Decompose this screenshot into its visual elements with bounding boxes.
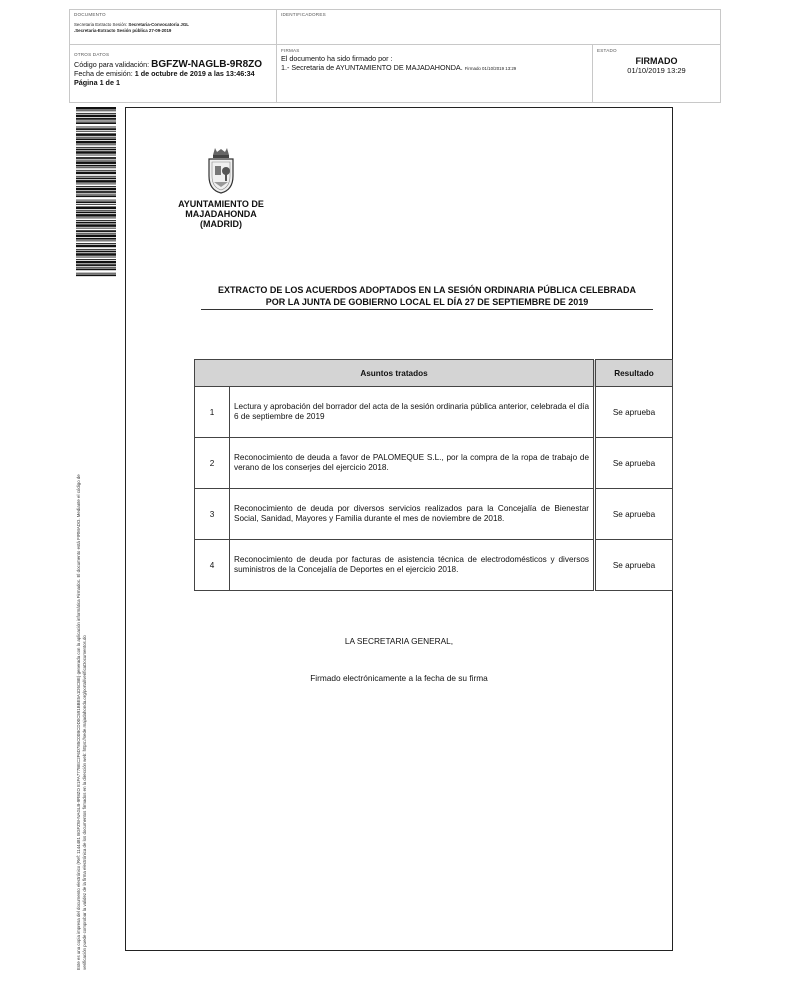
side-text-line1: Este es una copia impresa del documento electrónico (Ref: 1144481 BGFZW-NAGLB-9R8ZO E1FA777BEC2F6D785C00BCDD0C591BBE5A1D5CBE) generada con la aplicación informática Firmadoc. El documento está FIRMADO. Mediante el código de	[76, 474, 81, 970]
document-page	[125, 107, 673, 951]
identificadores-label: IDENTIFICADORES	[281, 12, 326, 17]
org-name: AYUNTAMIENTO DE MAJADAHONDA (MADRID)	[178, 199, 264, 229]
header-asuntos: Asuntos tratados	[195, 360, 595, 387]
table-row	[195, 438, 673, 489]
row-result: Se aprueba	[595, 438, 673, 489]
firmado-electronicamente: Firmado electrónicamente a la fecha de su firma	[310, 673, 488, 683]
estado-value: FIRMADO	[635, 56, 678, 66]
table-row	[195, 540, 673, 591]
header-resultado: Resultado	[595, 360, 673, 387]
row-result: Se aprueba	[595, 387, 673, 438]
coat-of-arms-icon	[206, 146, 236, 194]
row-number: 2	[195, 438, 230, 489]
table-row	[195, 387, 673, 438]
codigo-validacion: Código para validación: BGFZW-NAGLB-9R8ZO	[74, 59, 263, 70]
estado-fecha: 01/10/2019 13:29	[627, 66, 686, 75]
firmante-line: 1.- Secretaria de AYUNTAMIENTO DE MAJADAHONDA. Firmado 01/10/2019 13:29	[281, 63, 517, 72]
row-number: 3	[195, 489, 230, 540]
verification-side-text	[76, 300, 108, 970]
table-row	[195, 489, 673, 540]
fecha-emision: Fecha de emisión: 1 de octubre de 2019 a las 13:46:34	[74, 69, 255, 78]
row-number: 4	[195, 540, 230, 591]
secretaria-general: LA SECRETARIA GENERAL,	[344, 636, 454, 646]
documento-line2: .Secretaria-Extracto Sesión pública 27-09-2019	[74, 28, 172, 33]
row-description: Reconocimiento de deuda por facturas de asistencia técnica de electrodomésticos y diversos suministros de la Concejalía de Deportes en el ejercicio 2018.	[230, 540, 595, 591]
otros-label: OTROS DATOS	[74, 52, 110, 57]
otros-datos-cell	[70, 45, 277, 102]
agreements-table	[194, 359, 673, 591]
documento-cell	[70, 10, 277, 45]
firmado-por: El documento ha sido firmado por :	[281, 54, 393, 63]
codigo-value[interactable]: BGFZW-NAGLB-9R8ZO	[151, 59, 263, 70]
estado-cell	[593, 45, 720, 102]
identificadores-cell	[277, 10, 720, 45]
documento-label: DOCUMENTO	[74, 12, 106, 17]
signature-header	[69, 9, 721, 103]
row-description: Lectura y aprobación del borrador del acta de la sesión ordinaria pública anterior, celebrada el día 6 de septiembre de 2019	[230, 387, 595, 438]
row-description: Reconocimiento de deuda a favor de PALOMEQUE S.L., por la compra de la ropa de trabajo de verano de los conserjes del ejercicio 2018.	[230, 438, 595, 489]
row-description: Reconocimiento de deuda por diversos servicios realizados para la Concejalía de Bienestar Social, Sanidad, Mayores y Familia durante el mes de noviembre de 2018.	[230, 489, 595, 540]
barcode-icon	[76, 107, 116, 277]
firmas-label: FIRMAS	[281, 48, 300, 53]
estado-label: ESTADO	[597, 48, 617, 53]
side-text-line2: verificación puede comprobar la validez de la firma electrónica de los documentos firmados en la dirección web: https://sede.majadahonda.org/portal/verificaDocumentos.do	[82, 635, 87, 970]
row-number: 1	[195, 387, 230, 438]
documento-line1: Secretaria Extracto Sesión: Secretaria-Convocatoria JGL	[74, 22, 189, 27]
firmas-cell	[277, 45, 593, 102]
page-title: EXTRACTO DE LOS ACUERDOS ADOPTADOS EN LA SESIÓN ORDINARIA PÚBLICA CELEBRADA POR LA JUNTA DE GOBIERNO LOCAL EL DÍA 27 DE SEPTIEMBRE DE 2019	[201, 284, 653, 310]
row-result: Se aprueba	[595, 489, 673, 540]
row-result: Se aprueba	[595, 540, 673, 591]
pagina: Página 1 de 1	[74, 78, 120, 87]
